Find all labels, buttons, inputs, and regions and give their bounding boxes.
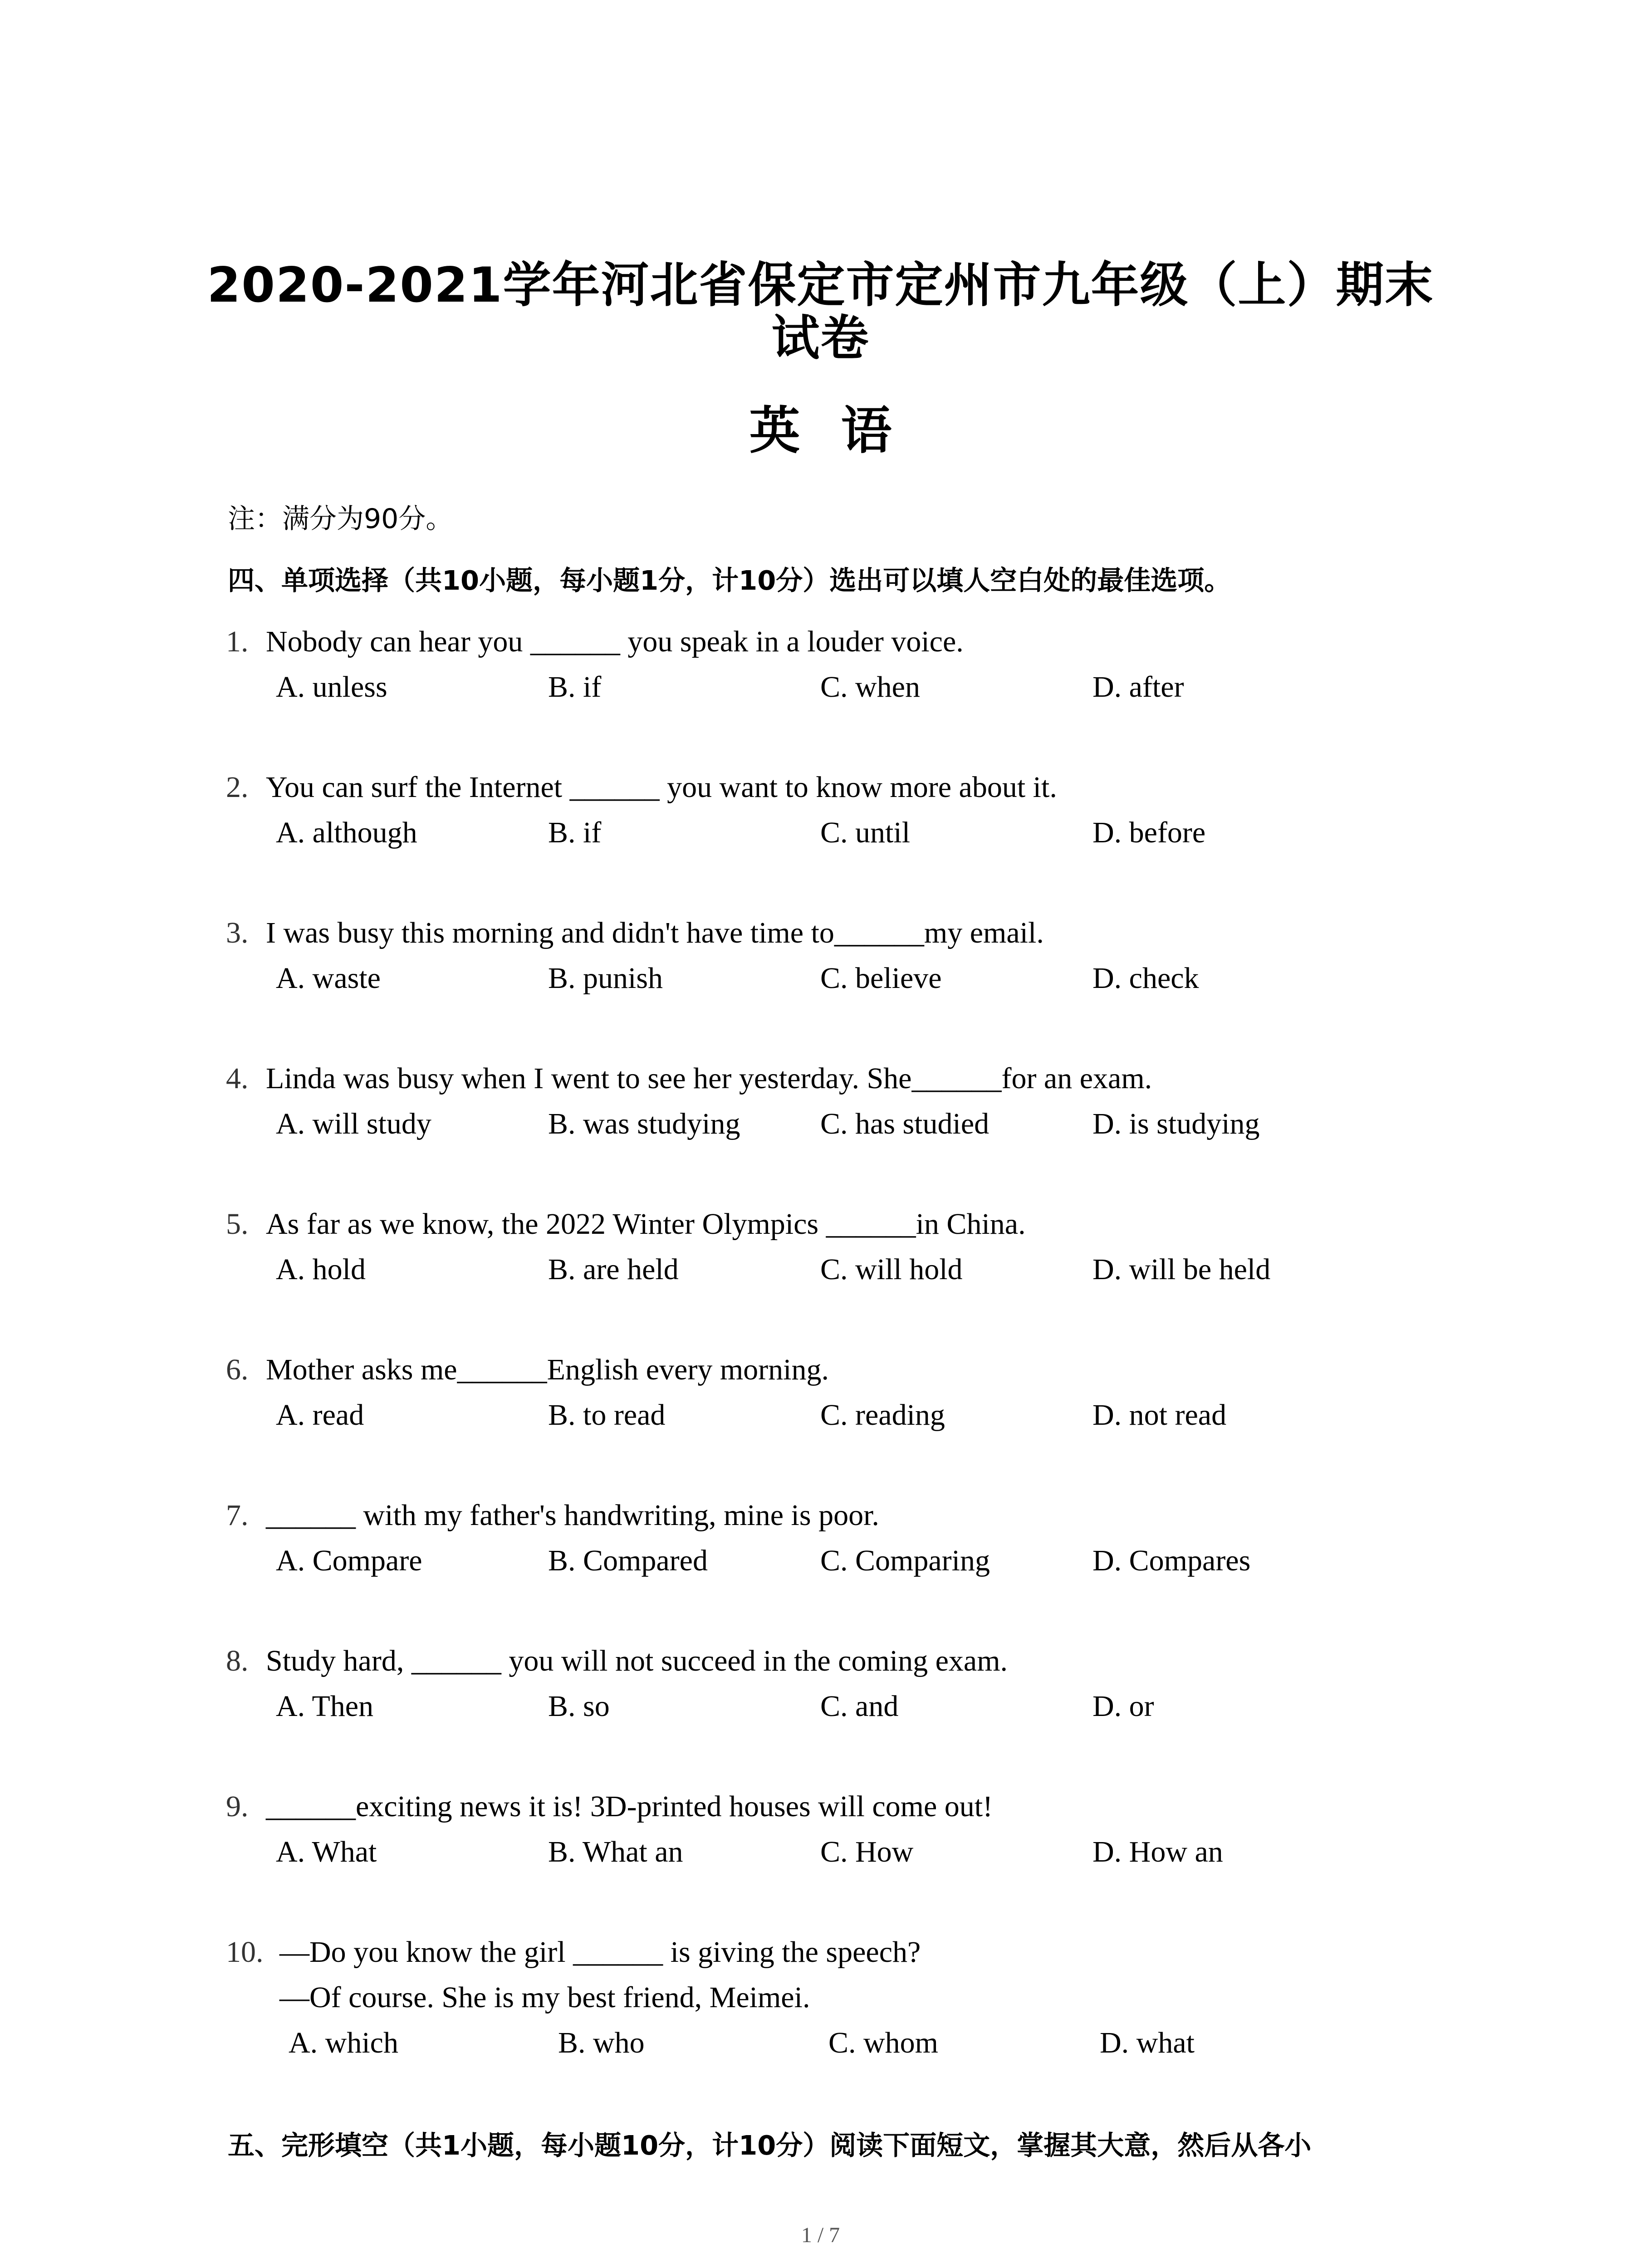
option-a: A. Compare xyxy=(276,1544,422,1577)
question-number: 7. xyxy=(226,1499,249,1532)
question-text: Mother asks me______English every morning. xyxy=(266,1353,829,1386)
option-c: C. How xyxy=(820,1835,914,1868)
option-a: A. unless xyxy=(276,670,387,704)
question-stem xyxy=(226,769,1057,806)
question-stem xyxy=(226,1352,829,1388)
option-c: C. believe xyxy=(820,962,942,995)
score-note: 注：满分为90分。 xyxy=(228,503,453,535)
option-b: B. Compared xyxy=(548,1544,708,1577)
option-row xyxy=(0,1834,1641,1870)
exam-title-line-1: 2020-2021学年河北省保定市定州市九年级（上）期末 xyxy=(207,257,1434,313)
option-d: D. check xyxy=(1092,962,1199,995)
subject-heading: 英语 xyxy=(749,401,933,460)
question-text: ______exciting news it is! 3D-printed houses will come out! xyxy=(266,1790,993,1823)
option-b: B. are held xyxy=(548,1253,679,1286)
option-c: C. and xyxy=(820,1690,899,1723)
option-c: C. when xyxy=(820,670,920,704)
option-a: A. waste xyxy=(276,962,381,995)
question-stem xyxy=(226,1789,993,1825)
option-a: A. hold xyxy=(276,1253,366,1286)
question-stem xyxy=(226,915,1044,951)
question-number: 8. xyxy=(226,1644,249,1677)
question-text: Linda was busy when I went to see her yesterday. She______for an exam. xyxy=(266,1062,1152,1095)
page-number: 1 / 7 xyxy=(801,2223,840,2247)
question-stem xyxy=(226,1643,1008,1679)
question-number: 5. xyxy=(226,1207,249,1241)
option-c: C. has studied xyxy=(820,1107,989,1140)
question-stem xyxy=(226,1206,1026,1242)
option-row xyxy=(0,815,1641,851)
option-b: B. was studying xyxy=(548,1107,740,1140)
option-c: C. Comparing xyxy=(820,1544,990,1577)
option-row xyxy=(0,2025,1641,2061)
option-b: B. if xyxy=(548,816,602,849)
question-stem xyxy=(226,1497,879,1534)
option-d: D. is studying xyxy=(1092,1107,1260,1140)
option-b: B. so xyxy=(548,1690,610,1723)
option-c: C. whom xyxy=(828,2026,939,2059)
question-number: 6. xyxy=(226,1353,249,1386)
option-a: A. will study xyxy=(276,1107,431,1140)
option-row xyxy=(0,1543,1641,1579)
option-b: B. What an xyxy=(548,1835,683,1868)
question-text: ______ with my father's handwriting, mine is poor. xyxy=(266,1499,879,1532)
question-text: I was busy this morning and didn't have time to______my email. xyxy=(266,916,1044,949)
question-number: 10. xyxy=(226,1936,264,1969)
option-row xyxy=(0,1688,1641,1725)
option-d: D. or xyxy=(1092,1690,1154,1723)
option-row xyxy=(0,960,1641,997)
option-row xyxy=(0,1397,1641,1433)
option-row xyxy=(0,1251,1641,1288)
question-number: 2. xyxy=(226,771,249,804)
option-a: A. read xyxy=(276,1398,364,1432)
question-stem xyxy=(226,1061,1152,1097)
question-number: 9. xyxy=(226,1790,249,1823)
exam-title-line-2: 试卷 xyxy=(771,310,870,366)
option-b: B. punish xyxy=(548,962,663,995)
question-text: Nobody can hear you ______ you speak in a louder voice. xyxy=(266,625,964,658)
question-text: Study hard, ______ you will not succeed in the coming exam. xyxy=(266,1644,1008,1677)
question-text: You can surf the Internet ______ you want to know more about it. xyxy=(266,771,1057,804)
question-number: 3. xyxy=(226,916,249,949)
option-b: B. who xyxy=(558,2026,645,2059)
option-a: A. What xyxy=(276,1835,377,1868)
question-stem xyxy=(226,1934,921,1970)
option-a: A. Then xyxy=(276,1690,374,1723)
option-d: D. before xyxy=(1092,816,1206,849)
question-stem xyxy=(226,624,964,660)
option-b: B. if xyxy=(548,670,602,704)
option-c: C. until xyxy=(820,816,911,849)
option-c: C. will hold xyxy=(820,1253,963,1286)
question-text: As far as we know, the 2022 Winter Olympics ______in China. xyxy=(266,1207,1026,1241)
option-a: A. which xyxy=(289,2026,398,2059)
option-d: D. what xyxy=(1100,2026,1195,2059)
option-row xyxy=(0,669,1641,705)
option-d: D. Compares xyxy=(1092,1544,1251,1577)
option-b: B. to read xyxy=(548,1398,666,1432)
question-text-line-2: —Of course. She is my best friend, Meimei. xyxy=(279,1981,810,2014)
option-a: A. although xyxy=(276,816,417,849)
option-d: D. not read xyxy=(1092,1398,1227,1432)
question-number: 4. xyxy=(226,1062,249,1095)
section-5-heading: 五、完形填空（共1小题，每小题10分，计10分）阅读下面短文，掌握其大意，然后从各小 xyxy=(228,2130,1312,2161)
option-c: C. reading xyxy=(820,1398,945,1432)
section-4-heading: 四、单项选择（共10小题，每小题1分，计10分）选出可以填人空白处的最佳选项。 xyxy=(228,565,1231,596)
option-row xyxy=(0,1106,1641,1142)
option-d: D. after xyxy=(1092,670,1184,704)
option-d: D. will be held xyxy=(1092,1253,1271,1286)
question-number: 1. xyxy=(226,625,249,658)
question-text: —Do you know the girl ______ is giving the speech? xyxy=(279,1936,921,1969)
option-d: D. How an xyxy=(1092,1835,1223,1868)
